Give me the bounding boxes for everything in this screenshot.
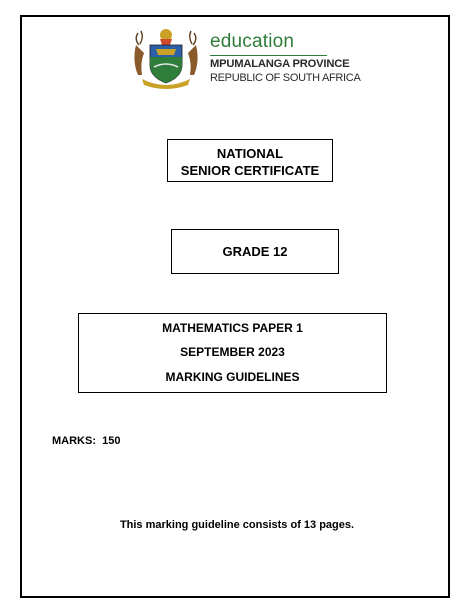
republic-name: REPUBLIC OF SOUTH AFRICA [210, 72, 361, 84]
certificate-line-2: SENIOR CERTIFICATE [180, 163, 320, 178]
province-name: MPUMALANGA PROVINCE [210, 58, 350, 70]
page-count-note: This marking guideline consists of 13 pages. [119, 519, 355, 531]
paper-date: SEPTEMBER 2023 [180, 345, 285, 359]
paper-subject: MATHEMATICS PAPER 1 [162, 321, 303, 335]
marks-value: 150 [102, 435, 121, 447]
grade-label: GRADE 12 [222, 244, 288, 259]
marks-label: MARKS: [52, 435, 96, 447]
grade-box [171, 229, 339, 274]
paper-info-box [78, 313, 387, 393]
certificate-box [167, 139, 333, 182]
logo-wordmark: education [210, 31, 295, 52]
certificate-line-1: NATIONAL [216, 146, 284, 161]
logo-divider [210, 55, 327, 56]
coat-of-arms-icon [130, 27, 202, 89]
page-border [20, 15, 450, 598]
department-logo [130, 27, 361, 89]
marks-line [52, 435, 120, 447]
paper-doc-type: MARKING GUIDELINES [165, 370, 300, 384]
